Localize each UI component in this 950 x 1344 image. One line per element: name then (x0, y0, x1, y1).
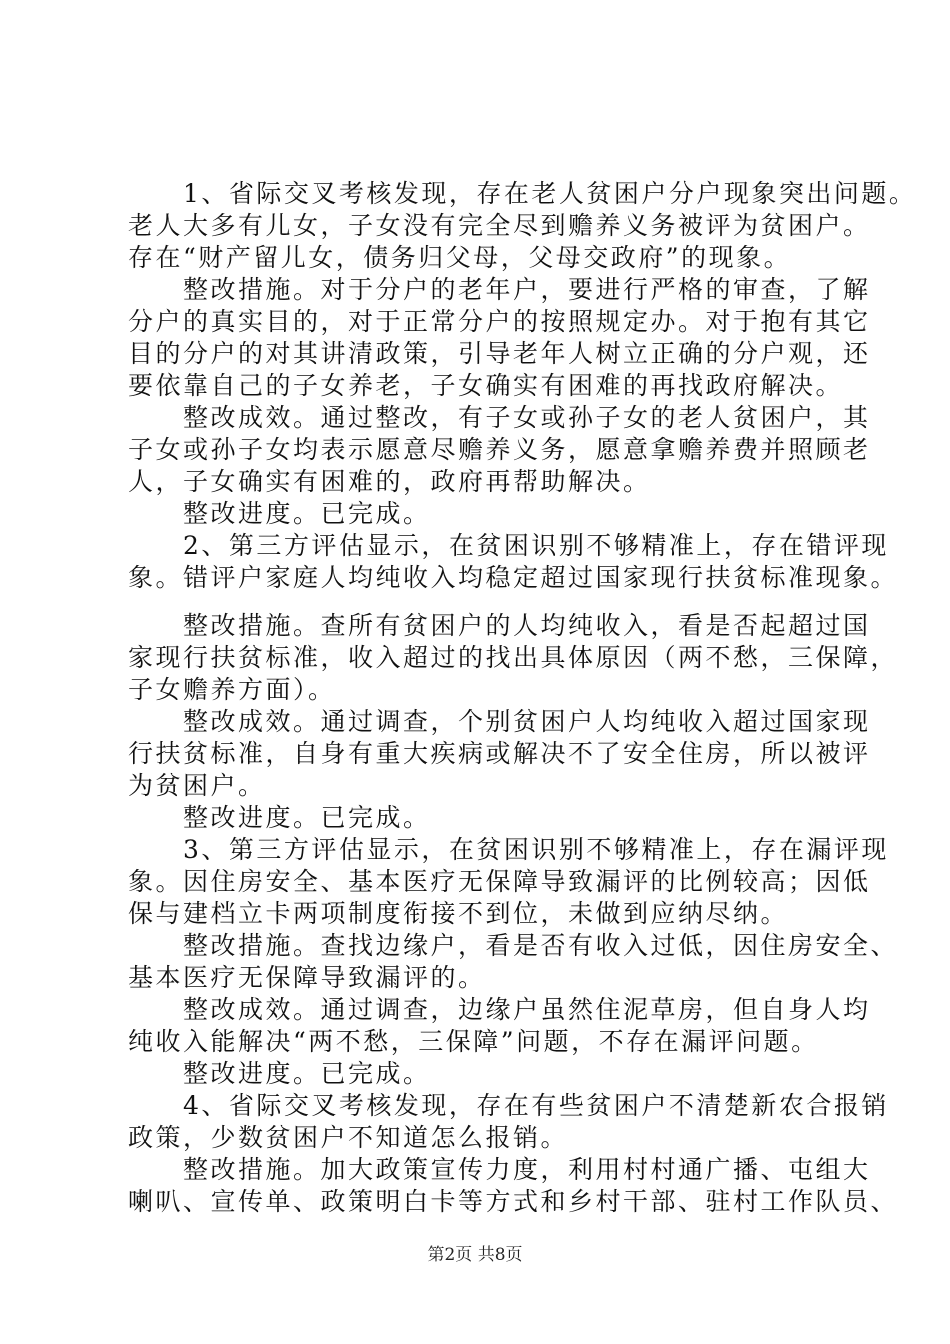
text-line: 分户的真实目的，对于正常分户的按照规定办。对于抱有其它 (128, 307, 871, 336)
text-line: 整改进度。已完成。 (128, 803, 431, 832)
text-line: 整改成效。通过调查，边缘户虽然住泥草房，但自身人均 (128, 995, 871, 1024)
text-line: 政策，少数贫困户不知道怎么报销。 (128, 1123, 569, 1152)
text-line: 整改成效。通过调查，个别贫困户人均纯收入超过国家现 (128, 707, 871, 736)
text-line: 老人大多有儿女，子女没有完全尽到赡养义务被评为贫困户。 (128, 211, 871, 240)
text-line: 3、第三方评估显示，在贫困识别不够精准上，存在漏评现 (128, 835, 889, 864)
text-line: 子女或孙子女均表示愿意尽赡养义务，愿意拿赡养费并照顾老 (128, 435, 871, 464)
page-footer: 第2页 共8页 (427, 1245, 523, 1265)
text-line: 子女赡养方面）。 (128, 675, 336, 704)
text-line: 2、第三方评估显示，在贫困识别不够精准上，存在错评现 (128, 531, 889, 560)
text-line: 基本医疗无保障导致漏评的。 (128, 963, 486, 992)
text-line: 保与建档立卡两项制度衔接不到位，未做到应纳尽纳。 (128, 899, 789, 928)
text-line: 家现行扶贫标准，收入超过的找出具体原因（两不愁，三保障， (128, 643, 899, 672)
text-line: 存在“财产留儿女，债务归父母，父母交政府”的现象。 (128, 243, 792, 272)
text-line: 象。错评户家庭人均纯收入均稳定超过国家现行扶贫标准现象。 (128, 563, 899, 592)
text-line: 整改进度。已完成。 (128, 1059, 431, 1088)
text-line: 为贫困户。 (128, 771, 266, 800)
text-line: 喇叭、宣传单、政策明白卡等方式和乡村干部、驻村工作队员、 (128, 1187, 899, 1216)
text-line: 象。因住房安全、基本医疗无保障导致漏评的比例较高；因低 (128, 867, 871, 896)
text-line: 整改措施。加大政策宣传力度，利用村村通广播、屯组大 (128, 1155, 871, 1184)
text-line: 整改措施。查找边缘户，看是否有收入过低，因住房安全、 (128, 931, 899, 960)
text-line: 要依靠自己的子女养老，子女确实有困难的再找政府解决。 (128, 371, 844, 400)
text-line: 4、省际交叉考核发现，存在有些贫困户不清楚新农合报销 (128, 1091, 889, 1120)
text-line: 纯收入能解决“两不愁，三保障”问题，不存在漏评问题。 (128, 1027, 819, 1056)
text-line: 行扶贫标准，自身有重大疾病或解决不了安全住房，所以被评 (128, 739, 871, 768)
text-line: 1、省际交叉考核发现，存在老人贫困户分户现象突出问题。 (128, 179, 917, 208)
text-line: 整改成效。通过整改，有子女或孙子女的老人贫困户，其 (128, 403, 871, 432)
text-line: 人，子女确实有困难的，政府再帮助解决。 (128, 467, 651, 496)
text-line: 目的分户的对其讲清政策，引导老年人树立正确的分户观，还 (128, 339, 871, 368)
text-line: 整改措施。对于分户的老年户，要进行严格的审查，了解 (128, 275, 871, 304)
text-line: 整改措施。查所有贫困户的人均纯收入，看是否起超过国 (128, 611, 871, 640)
text-line: 整改进度。已完成。 (128, 499, 431, 528)
